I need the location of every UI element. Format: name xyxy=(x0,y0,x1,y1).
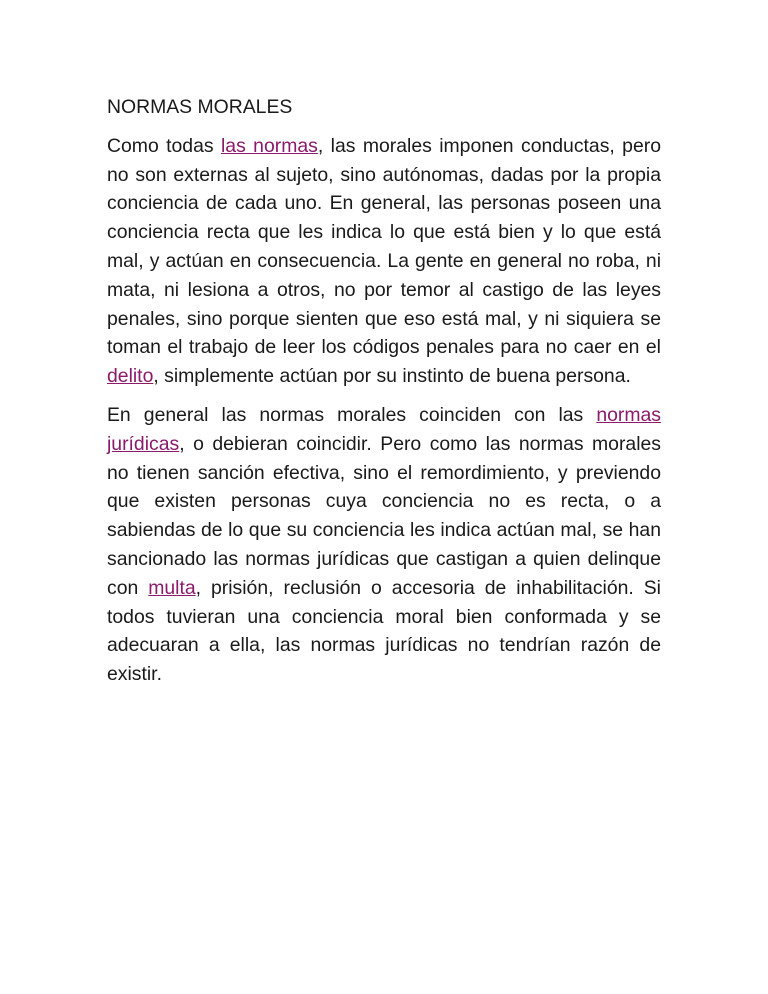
paragraph-1-text-1: Como todas xyxy=(107,134,221,157)
paragraph-2-text-2: , o debieran coincidir. Pero como las normas morales no tienen sanción efectiva, sino el remordimiento, y previendo que existen personas cuya conciencia no es recta, o a sabiendas de lo que su conciencia les indica actúan mal, se han sancionado las normas jurídicas que castigan a quien delinque con xyxy=(107,432,661,599)
paragraph-2-text-3: , prisión, reclusión o accesoria de inhabilitación. Si todos tuvieran una conciencia moral bien conformada y se adecuaran a ella, las normas jurídicas no tendrían razón de existir. xyxy=(107,576,661,686)
paragraph-1 xyxy=(107,132,661,391)
paragraph-2-text-1: En general las normas morales coinciden con las xyxy=(107,403,597,426)
paragraph-2 xyxy=(107,401,661,689)
link-normas-juridicas[interactable]: normas jurídicas xyxy=(107,403,661,455)
paragraph-1-text-3: , simplemente actúan por su instinto de buena persona. xyxy=(153,365,631,388)
link-las-normas[interactable]: las normas xyxy=(220,134,318,157)
document-page xyxy=(107,93,661,699)
link-multa[interactable]: multa xyxy=(148,576,196,599)
paragraph-1-text-2: , las morales imponen conductas, pero no son externas al sujeto, sino autónomas, dadas por la propia conciencia de cada uno. En general, las personas poseen una conciencia recta que les indica lo que está bien y lo que está mal, y actúan en consecuencia. La gente en general no roba, ni mata, ni lesiona a otros, no por temor al castigo de las leyes penales, sino porque sienten que eso está mal, y ni siquiera se toman el trabajo de leer los códigos penales para no caer en el xyxy=(107,134,661,359)
document-title: NORMAS MORALES xyxy=(107,96,293,118)
link-delito[interactable]: delito xyxy=(107,365,154,388)
